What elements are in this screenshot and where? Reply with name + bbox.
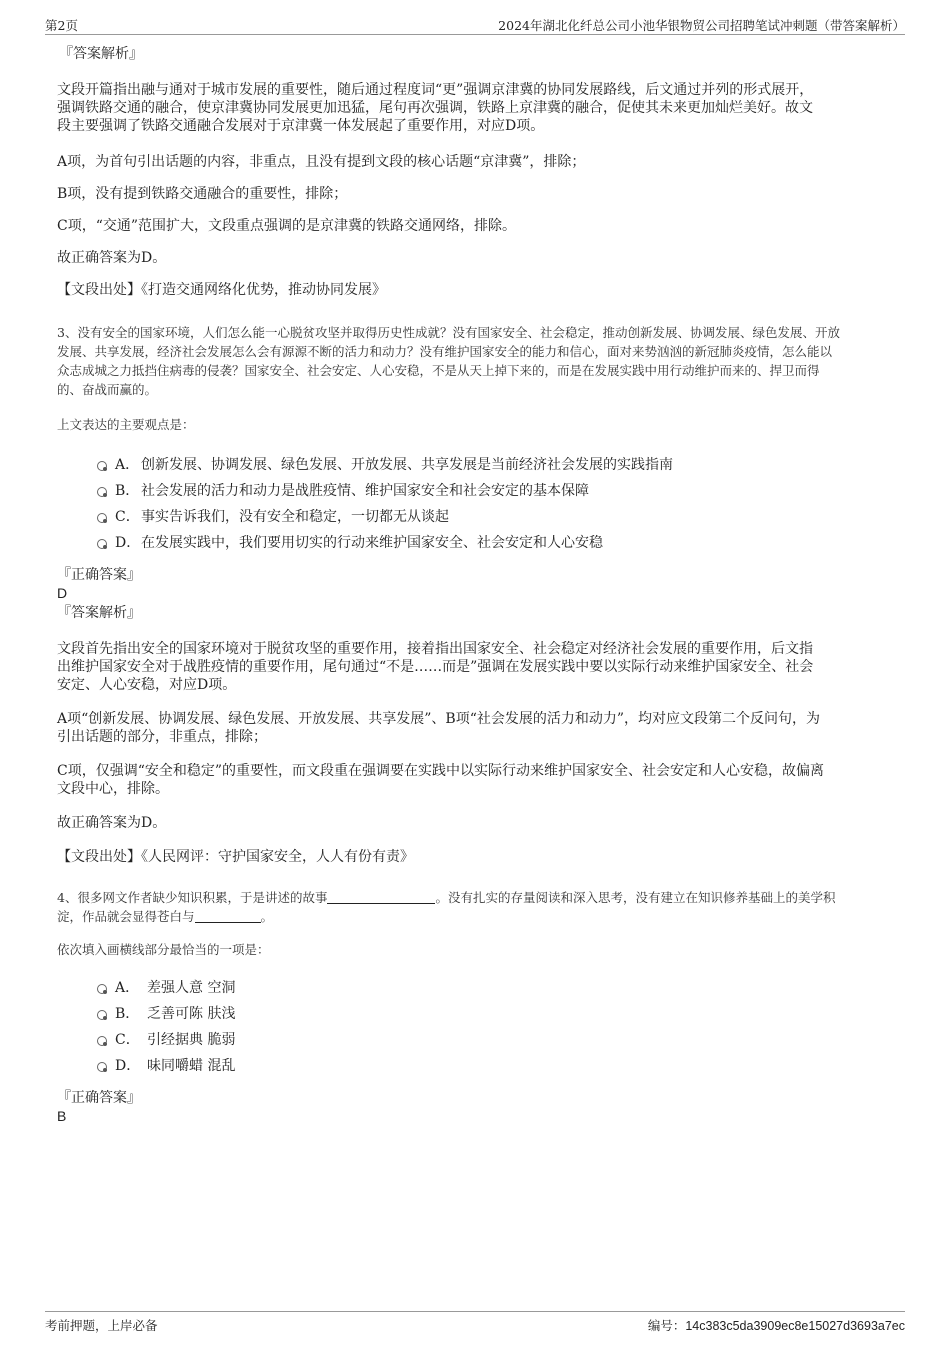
q2-analysis-line: 文段开篇指出融与通对于城市发展的重要性，随后通过程度词“更”强调京津冀的协同发展路线，后文通过并列的形式展开， [57,82,814,98]
radio-icon[interactable] [97,1036,107,1046]
page-footer [45,1311,905,1334]
q3-source: 【文段出处】《人民网评：守护国家安全，人人有份有责》 [57,849,414,865]
document-code: 编号：14c383c5da3909ec8e15027d3693a7ec [647,1318,905,1333]
q3-analysis [57,640,895,694]
q3-stem-line: 3、没有安全的国家环境，人们怎么能一心脱贫攻坚并取得历史性成就？没有国家安全、社会稳定，推动创新发展、协调发展、绿色发展、开放 [57,325,840,340]
q3-option-b[interactable]: B． 社会发展的活力和动力是战胜疫情、维护国家安全和社会安定的基本保障 [97,478,895,504]
q3-answer: D [57,585,68,601]
q3-option-a[interactable]: A． 创新发展、协调发展、绿色发展、开放发展、共享发展是当前经济社会发展的实践指南 [97,452,895,478]
radio-icon[interactable] [97,984,107,994]
page-header [45,14,905,35]
q3-ab-line: 引出话题的部分，非重点，排除； [57,729,267,745]
q2-conclusion: 故正确答案为D。 [57,250,167,266]
q4-stem-text: 。没有扎实的存量阅读和深入思考，没有建立在知识修养基础上的美学积 [435,890,836,905]
radio-icon[interactable] [97,1062,107,1072]
q4-stem-text: 淀，作品就会显得苍白与 [57,909,195,924]
q4-stem-text: 4、很多网文作者缺少知识积累，于是讲述的故事 [57,890,328,905]
radio-icon[interactable] [97,539,107,549]
footer-slogan: 考前押题，上岸必备 [45,1318,158,1333]
q4-answer: B [57,1108,67,1124]
radio-icon[interactable] [97,487,107,497]
q4-stem-text: 。 [260,909,274,924]
q3-c-explanation [57,762,895,798]
q4-blank-2 [195,908,261,923]
q3-analysis-line: 文段首先指出安全的国家环境对于脱贫攻坚的重要作用，接着指出国家安全、社会稳定对经济社会发展的重要作用，后文指 [57,641,813,657]
q3-conclusion: 故正确答案为D。 [57,815,167,831]
page-number: 第2页 [45,18,78,33]
q4-option-b[interactable]: B． 乏善可陈 肤浅 [97,1001,895,1027]
q4-option-c[interactable]: C． 引经据典 脆弱 [97,1027,895,1053]
q3-ab-line: A项“创新发展、协调发展、绿色发展、开放发展、共享发展”、B项“社会发展的活力和动力”，均对应文段第二个反问句，为 [57,711,821,727]
q3-stem-line: 发展、共享发展，经济社会发展怎么会有源源不断的活力和动力？没有维护国家安全的能力和信心，面对来势汹汹的新冠肺炎疫情，怎么能以 [57,344,833,359]
q4-prompt: 依次填入画横线部分最恰当的一项是： [57,942,270,957]
q4-answer-label: 『正确答案』 [57,1090,141,1106]
radio-icon[interactable] [97,1010,107,1020]
q3-stem [57,323,895,399]
q2-option-a-explanation: A项，为首句引出话题的内容，非重点，且没有提到文段的核心话题“京津冀”，排除； [57,154,586,170]
q3-stem-line: 的、奋战而赢的。 [57,382,158,397]
q2-analysis-line: 段主要强调了铁路交通融合发展对于京津冀一体发展起了重要作用，对应D项。 [57,118,545,134]
q3-prompt: 上文表达的主要观点是： [57,417,195,432]
q3-analysis-label: 『答案解析』 [57,605,141,621]
q3-option-c[interactable]: C．事实告诉我们，没有安全和稳定，一切都无从谈起 [97,504,895,530]
q3-answer-label: 『正确答案』 [57,567,141,583]
q4-option-a[interactable]: A． 差强人意 空洞 [97,975,895,1001]
document-title: 2024年湖北化纤总公司小池华银物贸公司招聘笔试冲刺题（带答案解析） [498,18,905,33]
q4-options [97,975,895,1079]
q4-blank-1 [327,889,435,904]
q3-c-line: C项，仅强调“安全和稳定”的重要性，而文段重在强调要在实践中以实际行动来维护国家安全、社会安定和人心安稳，故偏离 [57,763,825,779]
q3-options [97,452,895,556]
q3-analysis-line: 出维护国家安全对于战胜疫情的重要作用，尾句通过“不是……而是”强调在发展实践中要以实际行动来维护国家安全、社会 [57,659,814,675]
q3-option-d[interactable]: D．在发展实践中，我们要用切实的行动来维护国家安全、社会安定和人心安稳 [97,530,895,556]
q3-ab-explanation [57,710,895,746]
radio-icon[interactable] [97,461,107,471]
q3-stem-line: 众志成城之力抵挡住病毒的侵袭？国家安全、社会安定、人心安稳，不是从天上掉下来的，而是在发展实践中用行动维护而来的、捍卫而得 [57,363,820,378]
q2-analysis [57,81,895,135]
q4-option-d[interactable]: D． 味同嚼蜡 混乱 [97,1053,895,1079]
q2-option-c-explanation: C项，“交通”范围扩大，文段重点强调的是京津冀的铁路交通网络，排除。 [57,218,517,234]
q3-c-line: 文段中心，排除。 [57,781,169,797]
q2-analysis-line: 强调铁路交通的融合，使京津冀协同发展更加迅猛，尾句再次强调，铁路上京津冀的融合，促使其未来更加灿烂美好。故文 [57,100,813,116]
q3-analysis-line: 安定、人心安稳，对应D项。 [57,677,237,693]
q2-option-b-explanation: B项，没有提到铁路交通融合的重要性，排除； [57,186,348,202]
q2-source: 【文段出处】《打造交通网络化优势，推动协同发展》 [57,282,386,298]
page-content [57,45,895,1125]
q2-analysis-label: 『答案解析』 [59,46,143,62]
q4-stem [57,888,895,926]
radio-icon[interactable] [97,513,107,523]
